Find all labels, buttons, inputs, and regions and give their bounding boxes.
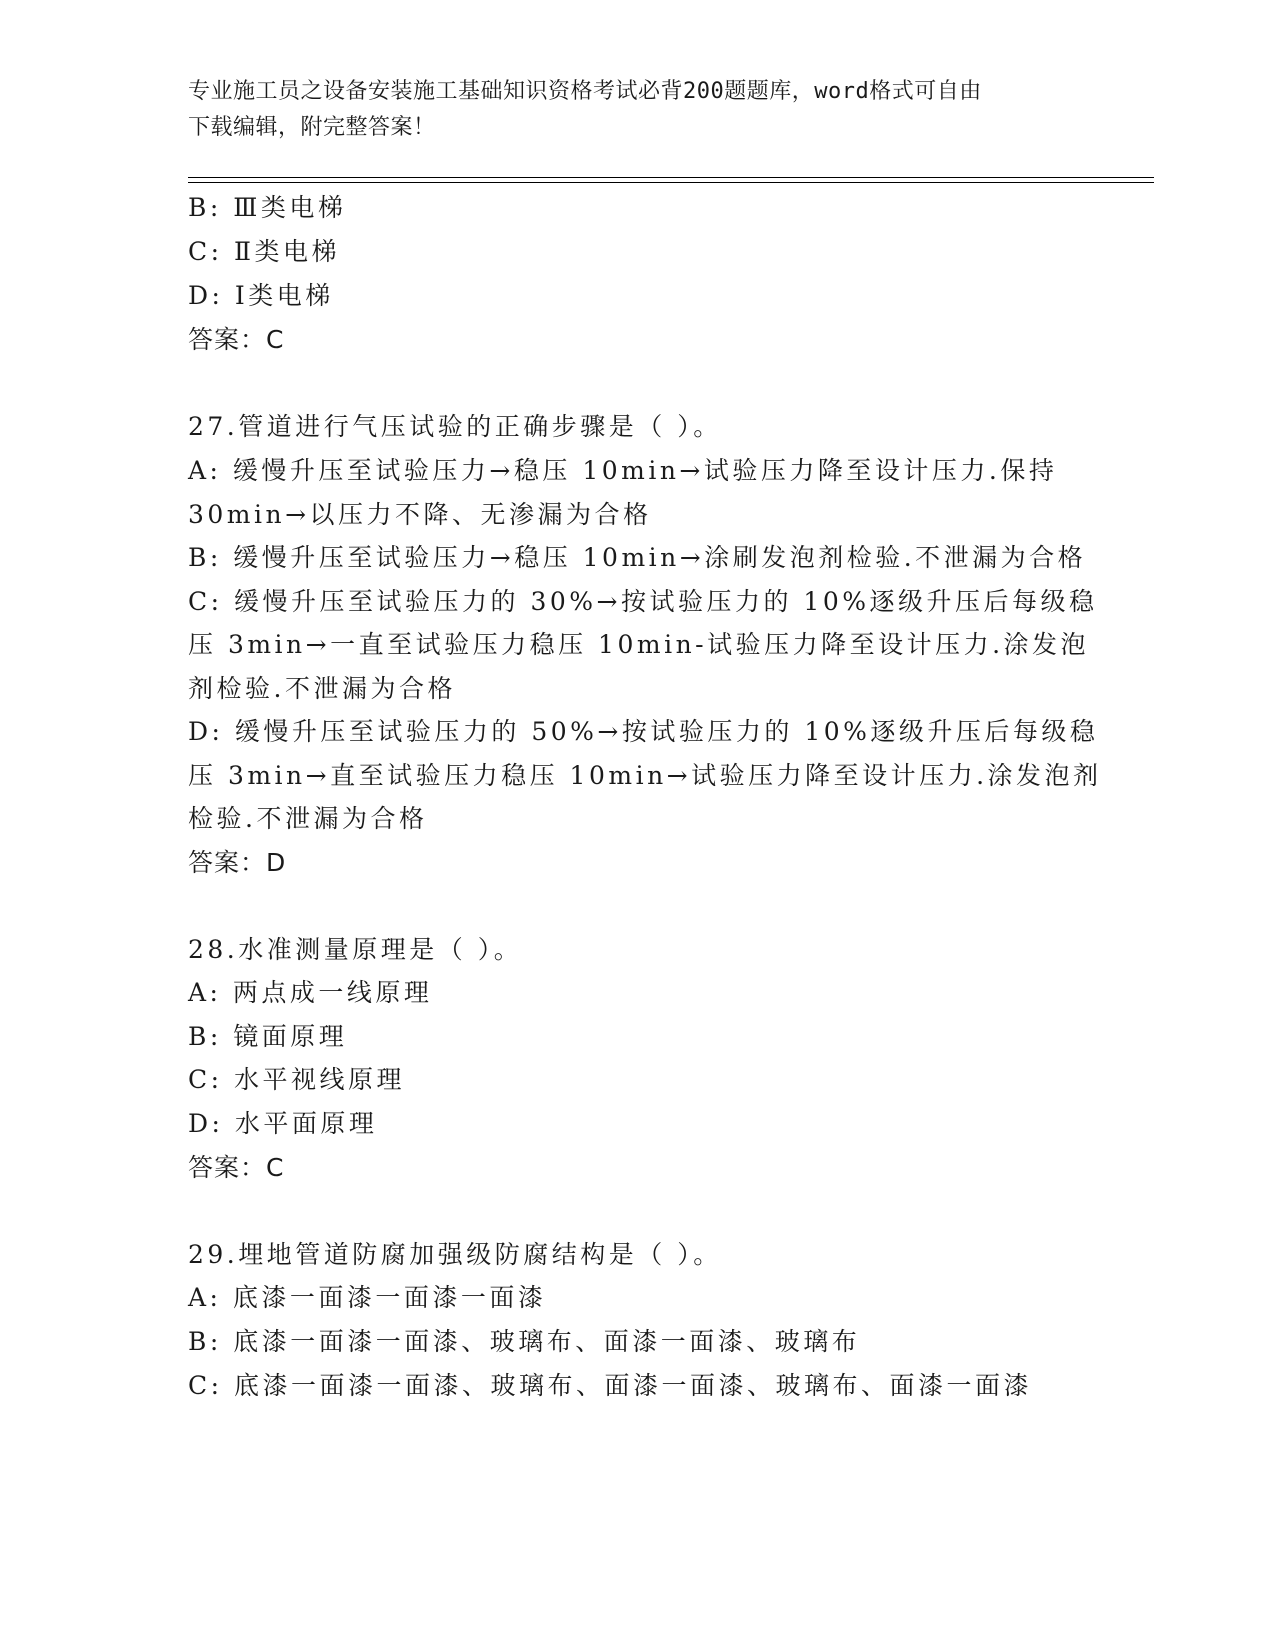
header-divider-top: [188, 177, 1154, 178]
header-line-1: 专业施工员之设备安装施工基础知识资格考试必背200题题库，word格式可自由: [188, 79, 982, 104]
q29-stem: 29.埋地管道防腐加强级防腐结构是（ ）。: [188, 1240, 722, 1269]
q27-option-a-line1: A: 缓慢升压至试验压力→稳压 10min→试验压力降至设计压力.保持: [188, 456, 1058, 485]
q28-stem: 28.水准测量原理是（ ）。: [188, 935, 523, 964]
q27-answer: 答案：D: [188, 848, 287, 877]
q28-option-c: C: 水平视线原理: [188, 1065, 405, 1094]
document-header: [188, 74, 1088, 146]
q26-option-b: B: Ⅲ类电梯: [188, 193, 347, 222]
q28-option-a: A: 两点成一线原理: [188, 978, 433, 1007]
header-line-2: 下载编辑，附完整答案！: [188, 115, 436, 140]
q29-option-c: C: 底漆一面漆一面漆、玻璃布、面漆一面漆、玻璃布、面漆一面漆: [188, 1371, 1033, 1400]
q28-option-b: B: 镜面原理: [188, 1022, 348, 1051]
q27-option-c-line1: C: 缓慢升压至试验压力的 30%→按试验压力的 10%逐级升压后每级稳: [188, 587, 1098, 616]
q27-option-d-line1: D: 缓慢升压至试验压力的 50%→按试验压力的 10%逐级升压后每级稳: [188, 717, 1099, 746]
q26-option-c: C: Ⅱ类电梯: [188, 237, 340, 266]
q27-option-c-line2: 压 3min→一直至试验压力稳压 10min-试验压力降至设计压力.涂发泡: [188, 630, 1090, 659]
q26-option-d: D: Ⅰ类电梯: [188, 281, 334, 310]
q26-answer: 答案：C: [188, 325, 285, 354]
q28-option-d: D: 水平面原理: [188, 1109, 378, 1138]
q27-option-d-line2: 压 3min→直至试验压力稳压 10min→试验压力降至设计压力.涂发泡剂: [188, 761, 1102, 790]
q27-option-d-line3: 检验.不泄漏为合格: [188, 804, 428, 833]
q27-stem: 27.管道进行气压试验的正确步骤是（ ）。: [188, 412, 722, 441]
q27-option-a-line2: 30min→以压力不降、无渗漏为合格: [188, 500, 652, 529]
q27-option-c-line3: 剂检验.不泄漏为合格: [188, 674, 456, 703]
q28-answer: 答案：C: [188, 1153, 285, 1182]
header-divider-bottom: [188, 182, 1154, 183]
q29-option-a: A: 底漆一面漆一面漆一面漆: [188, 1283, 547, 1312]
q27-option-b: B: 缓慢升压至试验压力→稳压 10min→涂刷发泡剂检验.不泄漏为合格: [188, 543, 1087, 572]
q29-option-b: B: 底漆一面漆一面漆、玻璃布、面漆一面漆、玻璃布: [188, 1327, 861, 1356]
